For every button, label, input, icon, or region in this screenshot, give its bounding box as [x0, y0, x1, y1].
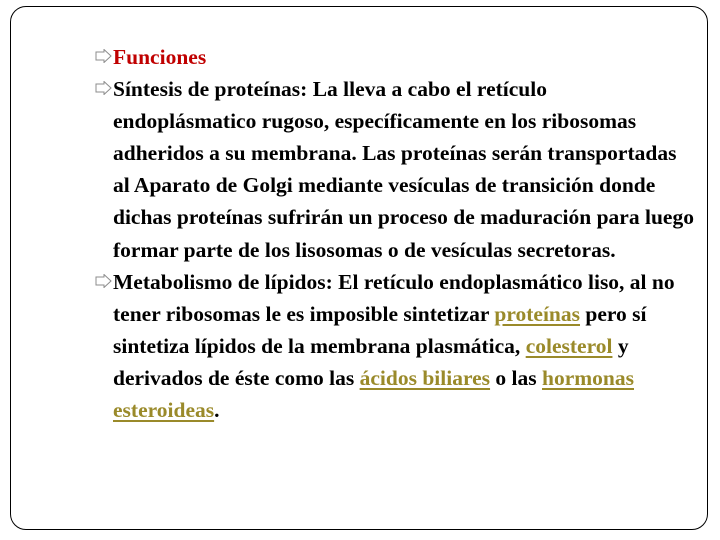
bullet-text-part: Metabolismo de lípidos: El retículo endoplasmático liso, al no tener ribosomas le es imposible sintetizar — [113, 269, 675, 326]
slide-frame — [10, 6, 708, 530]
bullet-item-funciones — [95, 41, 695, 73]
bullet-text: Funciones — [113, 45, 207, 69]
bullet-text: Síntesis de proteínas: La lleva a cabo el retículo endoplásmatico rugoso, específicamente en los ribosomas adheridos a su membrana. Las proteínas serán transportadas al Aparato de Golgi mediante vesículas de transición donde dichas proteínas sufrirán un proceso de maduración para luego formar parte de los lisosomas o de vesículas secretoras. — [113, 77, 694, 262]
bullet-text-part: y derivados de éste como las — [113, 333, 629, 390]
hollow-arrow-bullet-icon — [95, 49, 112, 63]
hollow-arrow-bullet-icon — [95, 81, 112, 95]
bullet-text-part: pero sí sintetiza lípidos de la membrana plasmática, — [113, 301, 647, 358]
link-proteinas[interactable]: proteínas — [494, 301, 581, 326]
link-hormonas-esteroideas[interactable]: hormonas esteroideas — [113, 365, 634, 423]
bullet-list — [95, 41, 695, 426]
link-acidos-biliares[interactable]: ácidos biliares — [359, 365, 491, 390]
bullet-text-part: . — [214, 398, 220, 423]
link-colesterol[interactable]: colesterol — [525, 333, 613, 358]
hollow-arrow-bullet-icon — [95, 274, 112, 288]
bullet-text-part: o las — [490, 365, 543, 390]
bullet-item-metabolismo-lipidos — [95, 266, 695, 426]
bullet-item-sintesis-proteinas — [95, 73, 695, 266]
